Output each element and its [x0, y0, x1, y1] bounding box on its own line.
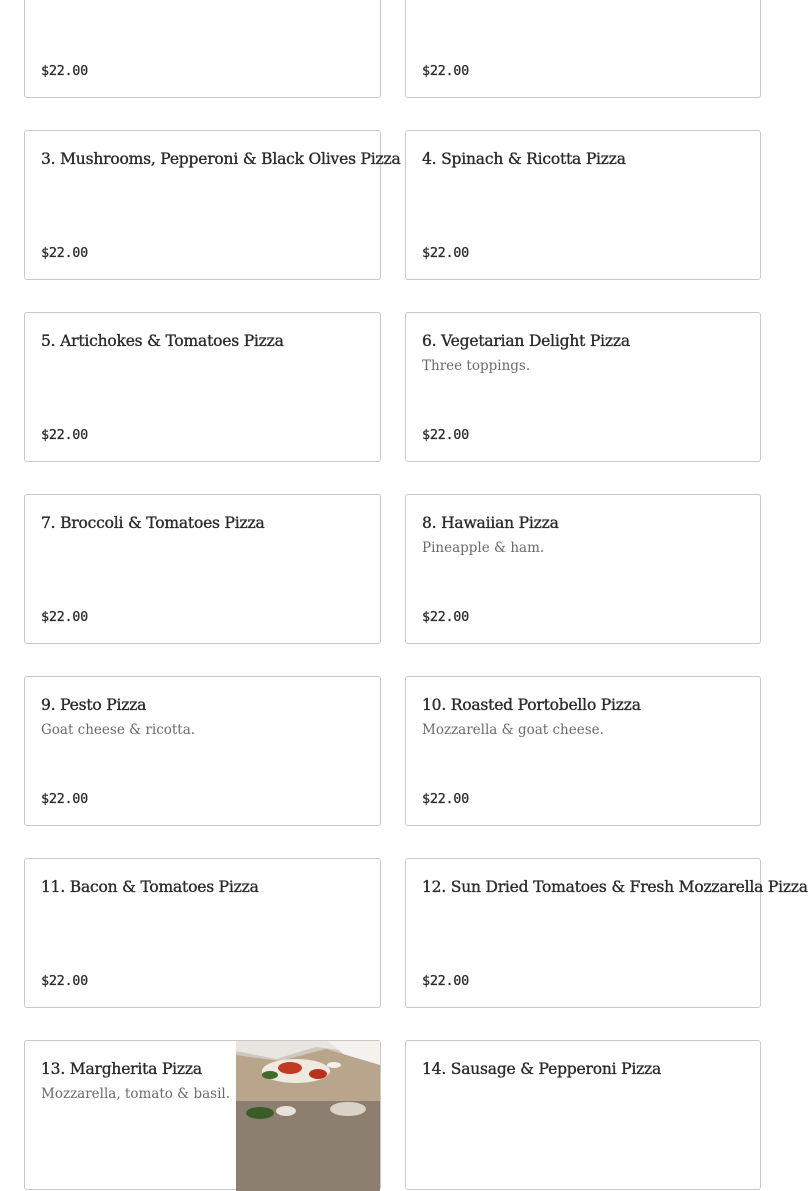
menu-item-body [422, 1057, 744, 1189]
menu-item-name: 12. Sun Dried Tomatoes & Fresh Mozzarella Pizza [422, 878, 808, 896]
menu-item-price: $22.00 [41, 973, 88, 989]
menu-item-body [41, 147, 401, 279]
menu-item-card[interactable] [405, 1040, 761, 1190]
menu-item-name: 4. Spinach & Ricotta Pizza [422, 150, 626, 168]
menu-item-card[interactable] [405, 676, 761, 826]
menu-item-photo [236, 1041, 380, 1189]
menu-item-body [422, 511, 744, 643]
menu-item-name: 8. Hawaiian Pizza [422, 514, 559, 532]
menu-item-body [41, 329, 364, 461]
menu-item-name: 9. Pesto Pizza [41, 696, 147, 714]
menu-item-body [422, 875, 808, 1007]
menu-item-description: Goat cheese & ricotta. [41, 722, 196, 738]
menu-item-body [422, 147, 744, 279]
menu-item-name: 3. Mushrooms, Pepperoni & Black Olives Pizza [41, 150, 401, 168]
menu-item-price: $22.00 [41, 427, 88, 443]
menu-item-name: 13. Margherita Pizza [41, 1060, 202, 1078]
menu-item-card[interactable] [405, 494, 761, 644]
menu-item-card[interactable] [405, 0, 761, 98]
menu-item-body [41, 511, 364, 643]
menu-item-price: $22.00 [41, 63, 88, 79]
pizza-photo-image [236, 1041, 380, 1191]
menu-item-card[interactable] [24, 1040, 381, 1190]
menu-item-card[interactable] [24, 312, 381, 462]
menu-item-card[interactable] [405, 130, 761, 280]
menu-item-card[interactable] [24, 494, 381, 644]
menu-item-name: 14. Sausage & Pepperoni Pizza [422, 1060, 662, 1078]
menu-item-card[interactable] [24, 676, 381, 826]
menu-item-price: $22.00 [41, 609, 88, 625]
menu-item-card[interactable] [405, 312, 761, 462]
menu-item-price: $22.00 [422, 609, 469, 625]
menu-item-body [422, 0, 744, 97]
menu-item-body [422, 329, 744, 461]
menu-item-name: 10. Roasted Portobello Pizza [422, 696, 641, 714]
menu-item-card[interactable] [24, 858, 381, 1008]
menu-item-card[interactable] [24, 0, 381, 98]
menu-item-price: $22.00 [422, 427, 469, 443]
menu-item-card[interactable] [24, 130, 401, 280]
menu-item-body [41, 693, 364, 825]
menu-item-price: $22.00 [422, 973, 469, 989]
menu-items-grid [24, 0, 808, 1190]
menu-item-price: $22.00 [422, 791, 469, 807]
menu-item-price: $22.00 [422, 63, 469, 79]
menu-item-name: 11. Bacon & Tomatoes Pizza [41, 878, 259, 896]
menu-item-body [41, 0, 364, 97]
menu-item-body [41, 875, 364, 1007]
menu-item-description: Mozzarella & goat cheese. [422, 722, 604, 738]
menu-item-body [41, 1057, 231, 1189]
menu-item-card[interactable] [405, 858, 808, 1008]
menu-item-description: Pineapple & ham. [422, 540, 545, 556]
menu-item-price: $22.00 [41, 245, 88, 261]
menu-item-name: 6. Vegetarian Delight Pizza [422, 332, 630, 350]
menu-item-description: Mozzarella, tomato & basil. [41, 1086, 231, 1102]
menu-item-price: $22.00 [422, 245, 469, 261]
menu-item-price: $22.00 [41, 791, 88, 807]
menu-item-name: 7. Broccoli & Tomatoes Pizza [41, 514, 265, 532]
menu-item-body [422, 693, 744, 825]
menu-item-description: Three toppings. [422, 358, 531, 374]
menu-item-name: 5. Artichokes & Tomatoes Pizza [41, 332, 284, 350]
